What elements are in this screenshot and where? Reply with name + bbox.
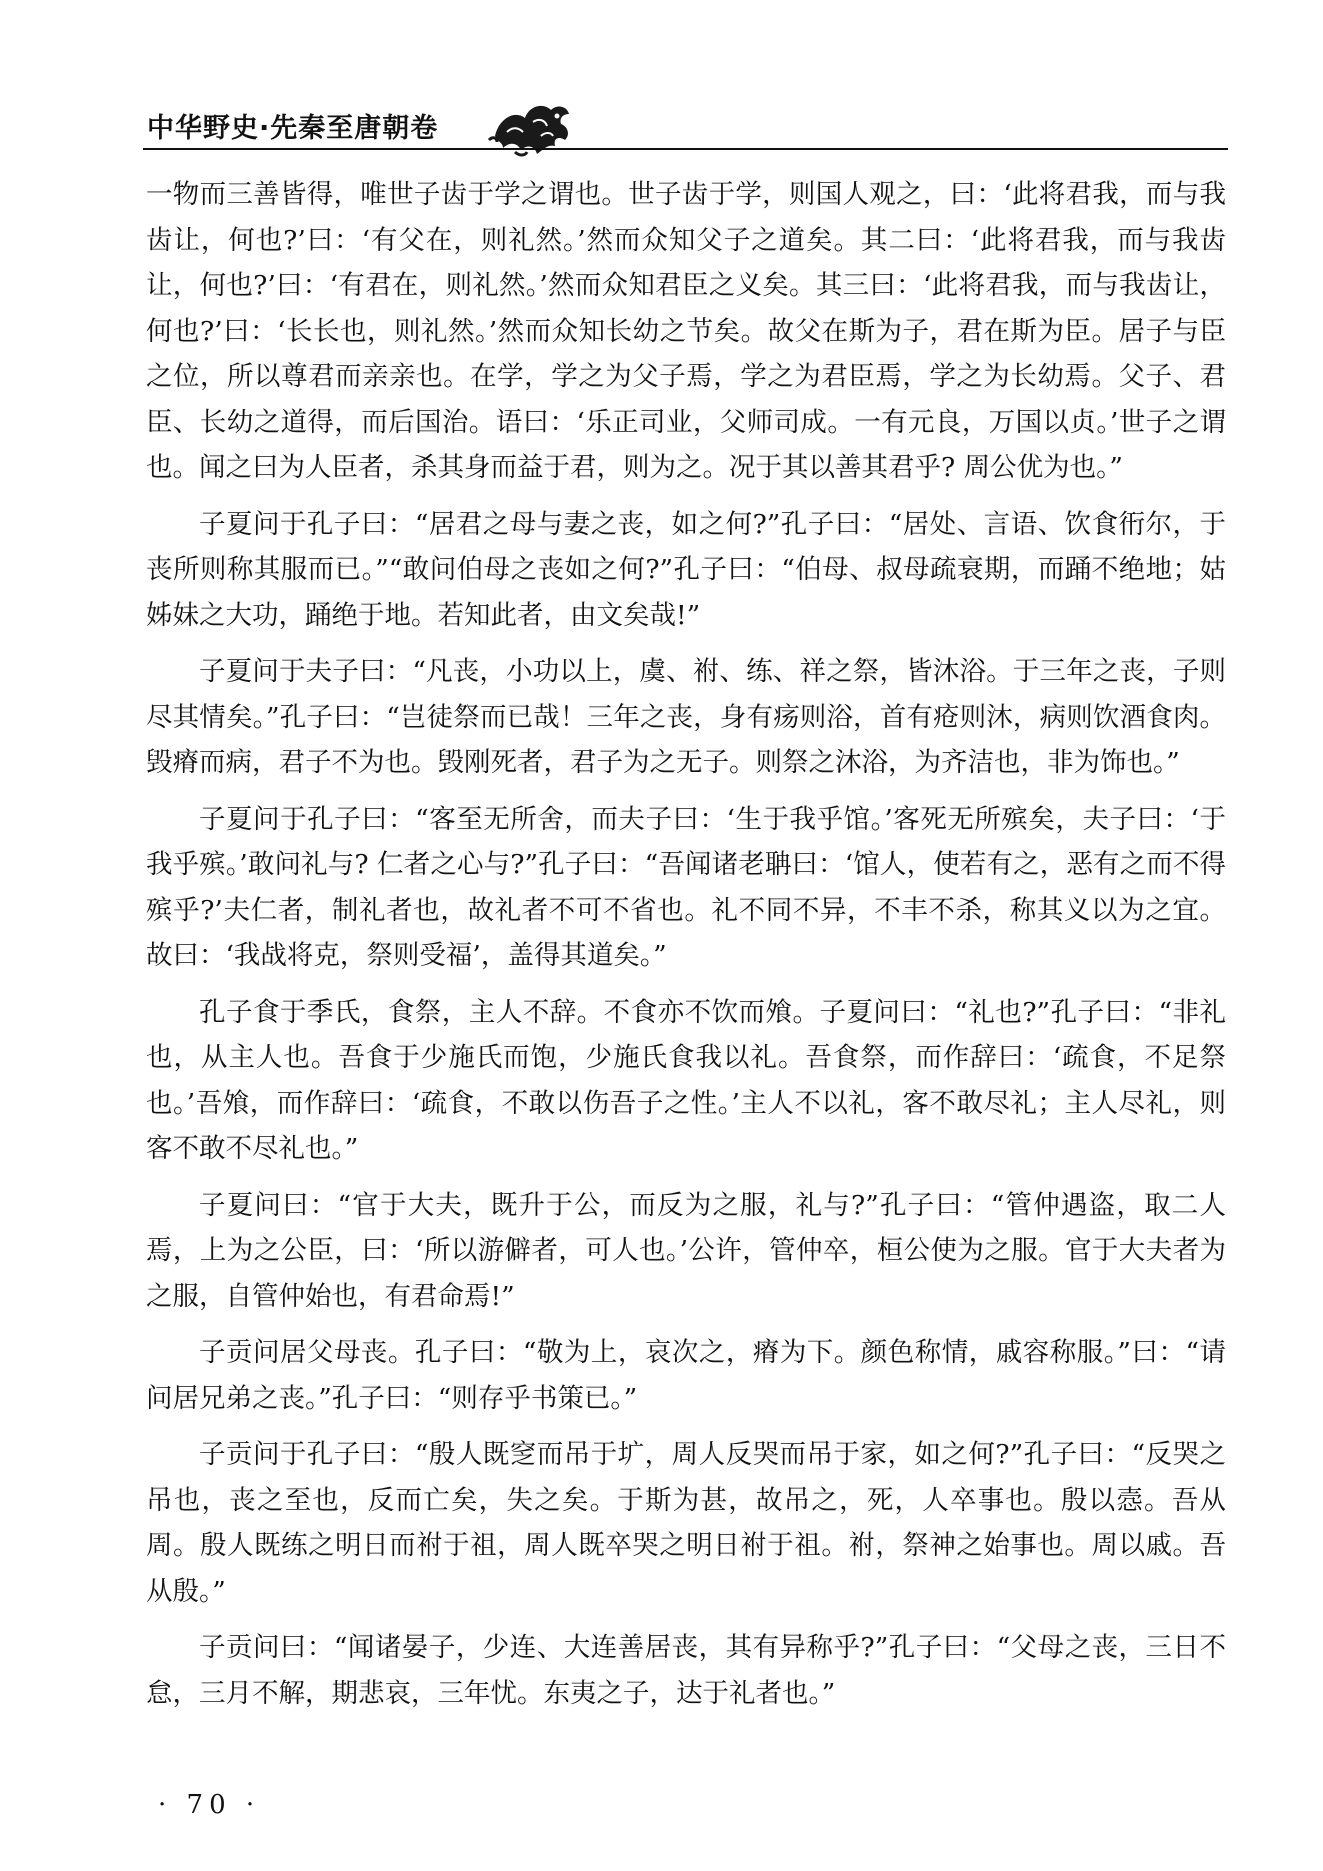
header-rule [143, 148, 1228, 150]
running-header-title: 中华野史·先秦至唐朝卷 [147, 113, 439, 144]
paragraph: 子贡问于孔子曰：“殷人既窆而吊于圹，周人反哭而吊于家，如之何?”孔子曰：“反哭之吊也，丧之至也，反而亡矣，失之矣。于斯为甚，故吊之，死，人卒事也。殷以悫。吾从周。殷人既练之明日而祔于祖，周人既卒哭之明日祔于祖。祔，祭神之始事也。周以戚。吾从殷。” [146, 1439, 1226, 1607]
body-text [146, 172, 1226, 1716]
paragraph-continued: 一物而三善皆得，唯世子齿于学之谓也。世子齿于学，则国人观之，曰：‘此将君我，而与我齿让，何也?’曰：‘有父在，则礼然。’然而众知父子之道矣。其二曰：‘此将君我，而与我齿让，何也?’曰：‘有君在，则礼然。’然而众知君臣之义矣。其三曰：‘此将君我，而与我齿让，何也?’曰：‘长长也，则礼然。’然而众知长幼之节矣。故父在斯为子，君在斯为臣。居子与臣之位，所以尊君而亲亲也。在学，学之为父子焉，学之为君臣焉，学之为长幼焉。父子、君臣、长幼之道得，而后国治。语曰：‘乐正司业，父师司成。一有元良，万国以贞。’世子之谓也。闻之曰为人臣者，杀其身而益于君，则为之。况于其以善其君乎? 周公优为也。” [146, 179, 1226, 483]
paragraph: 子夏问于孔子曰：“居君之母与妻之丧，如之何?”孔子曰：“居处、言语、饮食衎尔，于丧所则称其服而已。”“敢问伯母之丧如之何?”孔子曰：“伯母、叔母疏衰期，而踊不绝地；姑姊妹之大功，踊绝于地。若知此者，由文矣哉!” [146, 508, 1226, 631]
running-header [147, 96, 587, 166]
paragraph: 孔子食于季氏，食祭，主人不辞。不食亦不饮而飧。子夏问曰：“礼也?”孔子曰：“非礼也，从主人也。吾食于少施氏而饱，少施氏食我以礼。吾食祭，而作辞曰：‘疏食，不足祭也。’吾飧，而作辞曰：‘疏食，不敢以伤吾子之性。’主人不以礼，客不敢尽礼；主人尽礼，则客不敢不尽礼也。” [146, 996, 1226, 1164]
page-number: · 70 · [158, 1790, 261, 1820]
paragraph: 子夏问于夫子曰：“凡丧，小功以上，虞、祔、练、祥之祭，皆沐浴。于三年之丧，子则尽其情矣。”孔子曰：“岂徒祭而已哉！三年之丧，身有疡则浴，首有疮则沐，病则饮酒食肉。毁瘠而病，君子不为也。毁刚死者，君子为之无子。则祭之沐浴，为齐洁也，非为饰也。” [146, 656, 1226, 778]
paragraph: 子贡问曰：“闻诸晏子，少连、大连善居丧，其有异称乎?”孔子曰：“父母之丧，三日不怠，三月不解，期悲哀，三年忧。东夷之子，达于礼者也。” [146, 1632, 1226, 1709]
paragraph: 子夏问于孔子曰：“客至无所舍，而夫子曰：‘生于我乎馆。’客死无所殡矣，夫子曰：‘于我乎殡。’敢问礼与? 仁者之心与?”孔子曰：“吾闻诸老聃曰：‘馆人，使若有之，恶有之而不得殡乎?’夫仁者，制礼者也，故礼者不可不省也。礼不同不异，不丰不杀，称其义以为之宜。故曰：‘我战将克，祭则受福’，盖得其道矣。” [146, 803, 1226, 971]
paragraph: 子贡问居父母丧。孔子曰：“敬为上，哀次之，瘠为下。颜色称情，戚容称服。”曰：“请问居兄弟之丧。”孔子曰：“则存乎书策已。” [146, 1337, 1226, 1414]
paragraph: 子夏问曰：“官于大夫，既升于公，而反为之服，礼与?”孔子曰：“管仲遇盗，取二人焉，上为之公臣，曰：‘所以游僻者，可人也。’公许，管仲卒，桓公使为之服。官于大夫者为之服，自管仲始也，有君命焉!” [146, 1189, 1226, 1312]
